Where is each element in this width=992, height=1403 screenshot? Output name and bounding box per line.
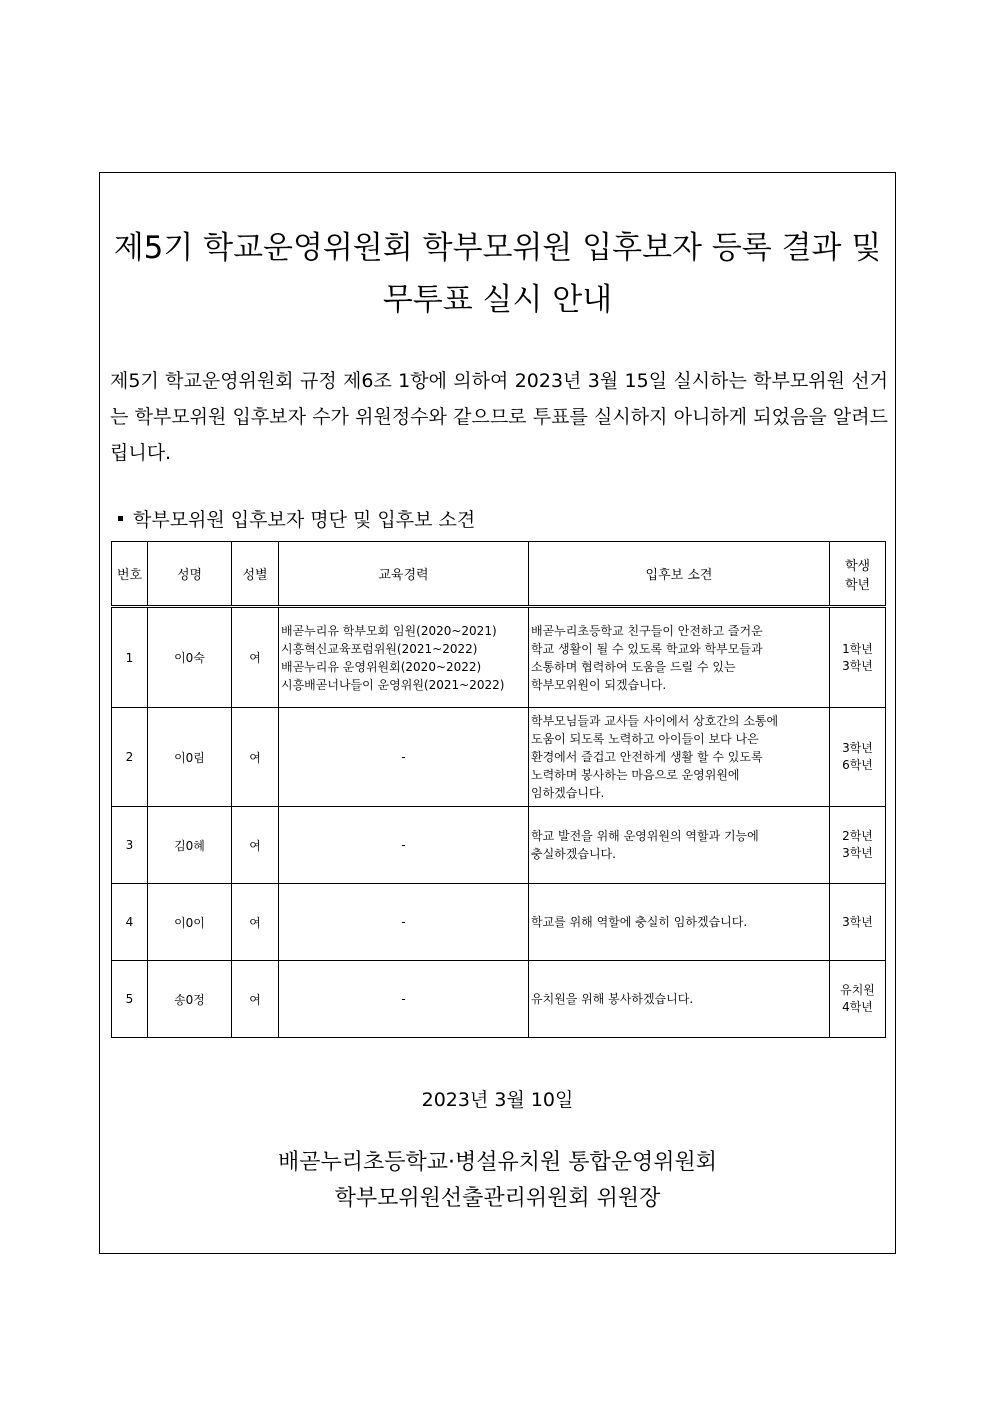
cell-grade-line: 1학년 (842, 641, 873, 656)
cell-statement (529, 884, 830, 961)
header-name: 성명 (148, 542, 232, 607)
cell-statement-line: 도움이 되도록 노력하고 아이들이 보다 나은 (531, 732, 759, 746)
cell-career (279, 708, 529, 807)
cell-career-line: - (401, 915, 406, 929)
header-gender: 성별 (232, 542, 279, 607)
signature-line2: 학부모위원선출관리위원회 위원장 (334, 1186, 661, 1211)
cell-career-line: 시흥혁신교육포럼위원(2021~2022) (281, 641, 478, 656)
cell-grade (830, 807, 886, 884)
table-row (112, 884, 886, 961)
cell-statement-line: 학교 발전을 위해 운영위원의 역할과 기능에 (531, 829, 759, 843)
bullet-icon (118, 516, 123, 521)
cell-grade-line: 3학년 (842, 658, 873, 673)
header-career: 교육경력 (279, 542, 529, 607)
cell-statement-line: 소통하며 협력하여 도움을 드릴 수 있는 (531, 659, 736, 674)
cell-statement (529, 708, 830, 807)
document-title-line2: 무투표 실시 안내 (382, 282, 613, 318)
cell-statement-line: 노력하며 봉사하는 마음으로 운영위원에 (531, 768, 740, 782)
cell-gender: 여 (232, 884, 279, 961)
cell-name: 김0혜 (148, 807, 232, 884)
cell-grade-line: 3학년 (842, 741, 873, 755)
header-grade (830, 542, 886, 607)
cell-no: 3 (112, 807, 148, 884)
cell-career-line: - (401, 838, 406, 852)
document-date: 2023년 3월 10일 (421, 1089, 574, 1111)
cell-no: 5 (112, 961, 148, 1038)
cell-statement-line: 학부모위원이 되겠습니다. (531, 677, 667, 692)
cell-name: 이0이 (148, 884, 232, 961)
cell-statement-line: 학교 생활이 될 수 있도록 학교와 학부모들과 (531, 641, 763, 656)
table-row (112, 708, 886, 807)
cell-gender: 여 (232, 961, 279, 1038)
cell-name: 이0림 (148, 708, 232, 807)
cell-statement-line: 학부모님들과 교사들 사이에서 상호간의 소통에 (531, 714, 779, 728)
cell-grade (830, 607, 886, 708)
cell-gender: 여 (232, 708, 279, 807)
cell-name: 송0정 (148, 961, 232, 1038)
cell-career (279, 607, 529, 708)
cell-career-line: 배곧누리유 운영위원회(2020~2022) (281, 659, 482, 674)
cell-statement-line: 환경에서 즐겁고 안전하게 생활 할 수 있도록 (531, 750, 763, 764)
header-grade-line2: 학년 (844, 577, 871, 593)
cell-statement-line: 학교를 위해 역할에 충실히 임하겠습니다. (531, 915, 748, 929)
header-grade-line1: 학생 (844, 558, 871, 574)
cell-career-line: 시흥배곧너나들이 운영위원(2021~2022) (281, 677, 505, 692)
candidates-table (111, 541, 886, 1038)
cell-grade-line: 6학년 (842, 758, 873, 772)
cell-career-line: - (401, 992, 406, 1006)
cell-grade-line: 2학년 (842, 829, 873, 843)
table-header-row (112, 542, 886, 607)
cell-statement (529, 961, 830, 1038)
cell-statement (529, 807, 830, 884)
header-no: 번호 (112, 542, 148, 607)
cell-career (279, 884, 529, 961)
cell-grade-line: 4학년 (842, 1000, 873, 1014)
cell-no: 1 (112, 607, 148, 708)
cell-grade-line: 3학년 (842, 914, 873, 929)
table-row (112, 607, 886, 708)
cell-no: 4 (112, 884, 148, 961)
cell-grade (830, 961, 886, 1038)
table-row (112, 807, 886, 884)
section-heading (118, 507, 475, 533)
header-statement: 입후보 소견 (529, 542, 830, 607)
signature-line1: 배곧누리초등학교·병설유치원 통합운영위원회 (277, 1150, 718, 1175)
intro-paragraph: 제5기 학교운영위원회 규정 제6조 1항에 의하여 2023년 3월 15일 실시하는 학부모위원 선거는 학부모위원 입후보자 수가 위원정수와 같으므로 투표를 실시하지 아니하게 되었음을 알려드립니다. (110, 370, 888, 464)
cell-statement-line: 충실하겠습니다. (531, 847, 616, 861)
cell-no: 2 (112, 708, 148, 807)
cell-career (279, 961, 529, 1038)
cell-career-line: - (401, 750, 406, 764)
cell-gender: 여 (232, 607, 279, 708)
document-title-line1: 제5기 학교운영위원회 학부모위원 입후보자 등록 결과 및 (113, 230, 882, 266)
cell-gender: 여 (232, 807, 279, 884)
cell-grade-line: 유치원 (840, 983, 875, 997)
cell-statement-line: 배곧누리초등학교 친구들이 안전하고 즐거운 (531, 623, 763, 638)
cell-grade (830, 884, 886, 961)
cell-statement-line: 임하겠습니다. (531, 786, 605, 800)
table-row (112, 961, 886, 1038)
cell-career (279, 807, 529, 884)
section-heading-text: 학부모위원 입후보자 명단 및 입후보 소견 (133, 509, 476, 531)
cell-name: 이0숙 (148, 607, 232, 708)
cell-grade (830, 708, 886, 807)
document-frame (99, 172, 896, 1254)
cell-career-line: 배곧누리유 학부모회 임원(2020~2021) (281, 623, 497, 638)
cell-grade-line: 3학년 (842, 846, 873, 860)
cell-statement-line: 유치원을 위해 봉사하겠습니다. (531, 992, 694, 1006)
cell-statement (529, 607, 830, 708)
